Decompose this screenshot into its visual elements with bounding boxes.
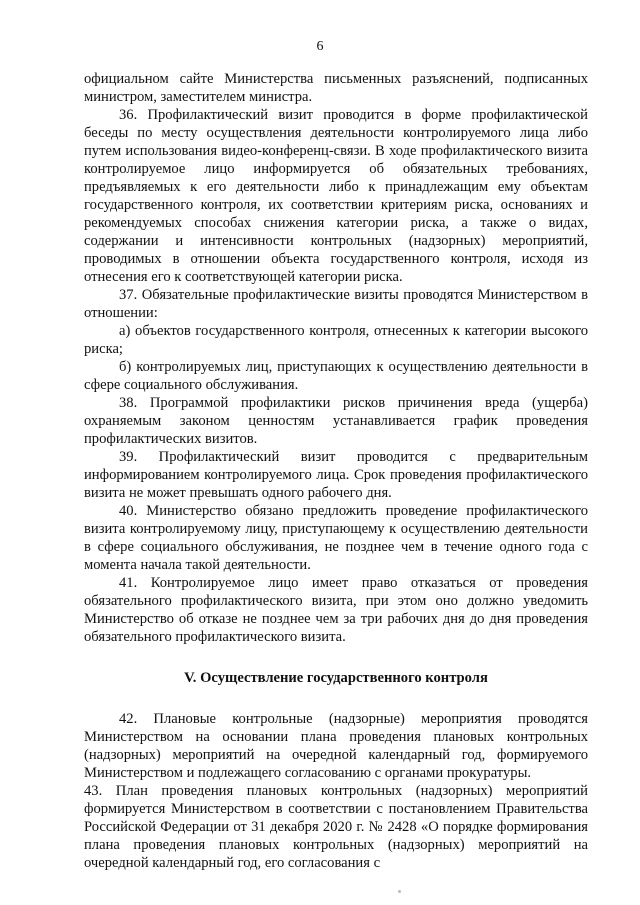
paragraph-40: 40. Министерство обязано предложить проведение профилактического визита контролируемому лицу, приступающему к осуществлению деятельности в сфере социального обслуживания, не позднее чем в течение одного года с момента начала такой деятельности. bbox=[84, 503, 588, 573]
paragraph-42: 42. Плановые контрольные (надзорные) мероприятия проводятся Министерством на основании плана проведения плановых контрольных (надзорных) мероприятий на очередной календарный год, формируемого Министерством и подлежащего согласованию с органами прокуратуры. bbox=[84, 711, 588, 781]
paragraph-37: 37. Обязательные профилактические визиты проводятся Министерством в отношении: bbox=[84, 287, 588, 321]
section-heading: V. Осуществление государственного контроля bbox=[184, 670, 488, 686]
paragraph-36: 36. Профилактический визит проводится в форме профилактической беседы по месту осуществления деятельности контролируемого лица либо путем использования видео-конференц-связи. В ходе профилактического визита контролируемое лицо информируется об обязательных требованиях, предъявляемых к его деятельности либо к принадлежащим ему объектам государственного контроля, их соответствии критериям риска, основаниях и рекомендуемых способах снижения категории риска, а также о видах, содержании и интенсивности контрольных (надзорных) мероприятий, проводимых в отношении объекта государственного контроля, исходя из отнесения его к соответствующей категории риска. bbox=[84, 107, 588, 285]
paragraph-38: 38. Программой профилактики рисков причинения вреда (ущерба) охраняемым законом ценностям устанавливается график проведения профилактических визитов. bbox=[84, 395, 588, 447]
paragraph-43: 43. План проведения плановых контрольных (надзорных) мероприятий формируется Министерством в соответствии с постановлением Правительства Российской Федерации от 31 декабря 2020 г. № 2428 «О порядке формирования плана проведения плановых контрольных (надзорных) мероприятий на очередной календарный год, его согласования с bbox=[84, 783, 588, 871]
paragraph-41: 41. Контролируемое лицо имеет право отказаться от проведения обязательного профилактического визита, при этом оно должно уведомить Министерство об отказе не позднее чем за три рабочих дня до дня проведения обязательного профилактического визита. bbox=[84, 575, 588, 645]
paragraph-continuation: официальном сайте Министерства письменных разъяснений, подписанных министром, заместителем министра. bbox=[84, 71, 588, 105]
page-number: 6 bbox=[316, 39, 324, 54]
document-body bbox=[84, 70, 588, 872]
paragraph-37-b: б) контролируемых лиц, приступающих к осуществлению деятельности в сфере социального обслуживания. bbox=[84, 359, 588, 393]
paragraph-37-a: а) объектов государственного контроля, отнесенных к категории высокого риска; bbox=[84, 323, 588, 357]
paragraph-39: 39. Профилактический визит проводится с предварительным информированием контролируемого лица. Срок проведения профилактического визита не может превышать одного рабочего дня. bbox=[84, 449, 588, 501]
scan-speck bbox=[398, 890, 401, 893]
